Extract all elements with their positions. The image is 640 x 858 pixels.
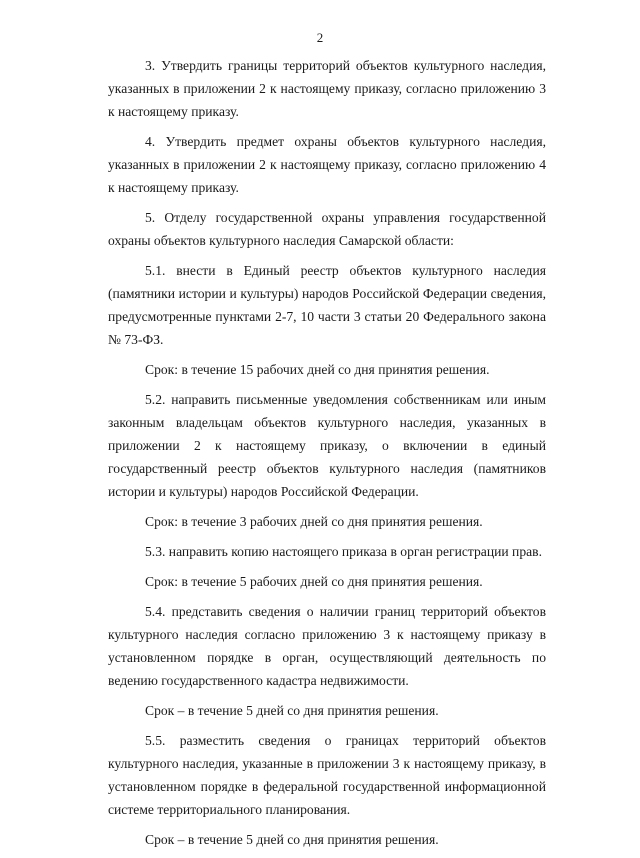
deadline-5-3: Срок: в течение 5 рабочих дней со дня принятия решения. <box>145 574 483 589</box>
paragraph-5-3: 5.3. направить копию настоящего приказа в орган регистрации прав. <box>145 544 542 559</box>
deadline-5-4: Срок – в течение 5 дней со дня принятия решения. <box>145 703 439 718</box>
paragraph-5-5: 5.5. разместить сведения о границах территорий объектов культурного наследия, указанные в приложении 3 к настоящему приказу, в установленном порядке в федеральной государственной информационной системе территориального планирования. <box>108 733 546 817</box>
paragraph-4: 4. Утвердить предмет охраны объектов культурного наследия, указанных в приложении 2 к настоящему приказу, согласно приложению 4 к настоящему приказу. <box>108 134 546 195</box>
document-body <box>108 54 546 858</box>
page-number: 2 <box>316 30 324 45</box>
paragraph-5-1: 5.1. внести в Единый реестр объектов культурного наследия (памятники истории и культуры) народов Российской Федерации сведения, предусмотренные пунктами 2-7, 10 части 3 статьи 20 Федерального закона № 73-ФЗ. <box>108 263 546 347</box>
paragraph-5-4: 5.4. представить сведения о наличии границ территорий объектов культурного наследия согласно приложению 3 к настоящему приказу в установленном порядке в орган, осуществляющий деятельность по ведению государственного кадастра недвижимости. <box>108 604 546 688</box>
paragraph-5-2: 5.2. направить письменные уведомления собственникам или иным законным владельцам объектов культурного наследия, указанных в приложении 2 к настоящему приказу, о включении в единый государственный реестр объектов культурного наследия (памятников истории и культуры) народов Российской Федерации. <box>108 392 546 499</box>
paragraph-3: 3. Утвердить границы территорий объектов культурного наследия, указанных в приложении 2 к настоящему приказу, согласно приложению 3 к настоящему приказу. <box>108 58 546 119</box>
paragraph-5: 5. Отделу государственной охраны управления государственной охраны объектов культурного наследия Самарской области: <box>108 210 546 248</box>
deadline-5-5: Срок – в течение 5 дней со дня принятия решения. <box>145 832 439 847</box>
deadline-5-1: Срок: в течение 15 рабочих дней со дня принятия решения. <box>145 362 490 377</box>
deadline-5-2: Срок: в течение 3 рабочих дней со дня принятия решения. <box>145 514 483 529</box>
